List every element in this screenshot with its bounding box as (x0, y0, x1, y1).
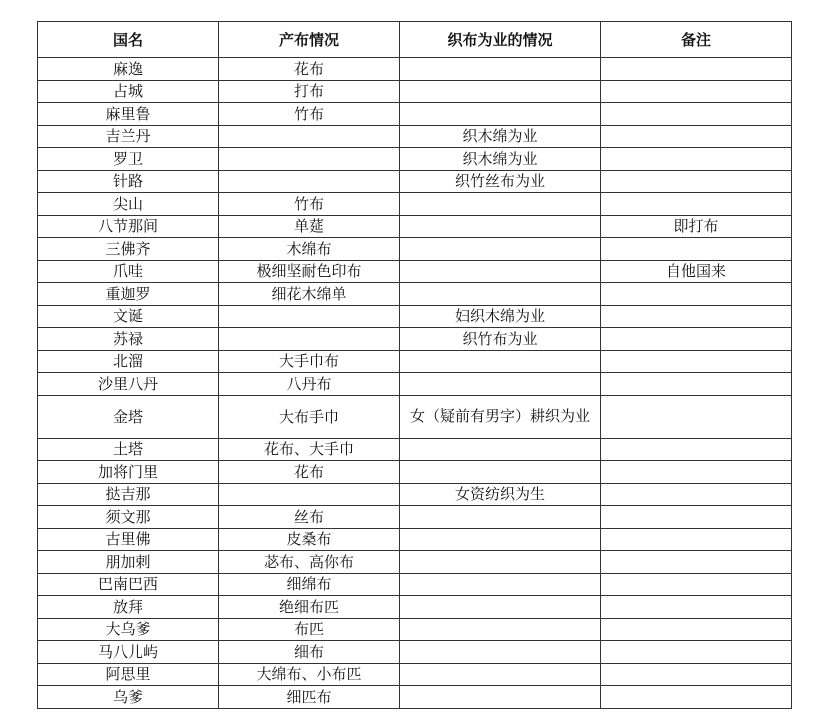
cell-cloth-production: 花布 (219, 58, 400, 81)
cell-country: 马八儿屿 (38, 641, 219, 664)
cell-weaving-occupation (400, 373, 601, 396)
cell-weaving-occupation: 女资纺织为生 (400, 483, 601, 506)
header-country: 国名 (38, 22, 219, 58)
cell-cloth-production: 竹布 (219, 193, 400, 216)
cell-weaving-occupation (400, 438, 601, 461)
cell-weaving-occupation (400, 103, 601, 126)
cell-weaving-occupation (400, 350, 601, 373)
cell-weaving-occupation: 织竹布为业 (400, 328, 601, 351)
cell-country: 吉兰丹 (38, 125, 219, 148)
cell-country: 巴南巴西 (38, 573, 219, 596)
cell-cloth-production: 打布 (219, 80, 400, 103)
cell-weaving-occupation (400, 461, 601, 484)
cell-remarks (601, 506, 792, 529)
cell-country: 八节那间 (38, 215, 219, 238)
cell-weaving-occupation (400, 215, 601, 238)
cell-country: 重迦罗 (38, 283, 219, 306)
cell-weaving-occupation (400, 596, 601, 619)
cell-country: 三佛齐 (38, 238, 219, 261)
cell-country: 阿思里 (38, 663, 219, 686)
table-row (38, 148, 792, 171)
cell-remarks (601, 573, 792, 596)
cell-country: 朋加剌 (38, 551, 219, 574)
cell-country: 金塔 (38, 395, 219, 438)
cell-remarks (601, 618, 792, 641)
cell-remarks (601, 641, 792, 664)
cell-remarks (601, 170, 792, 193)
cell-weaving-occupation (400, 506, 601, 529)
table-row (38, 80, 792, 103)
cell-remarks: 自他国来 (601, 260, 792, 283)
table-row (38, 125, 792, 148)
cell-country: 麻逸 (38, 58, 219, 81)
cell-cloth-production: 竹布 (219, 103, 400, 126)
table-row (38, 506, 792, 529)
cell-weaving-occupation (400, 58, 601, 81)
table-row (38, 573, 792, 596)
cell-remarks (601, 663, 792, 686)
cell-weaving-occupation (400, 641, 601, 664)
cell-cloth-production: 单莚 (219, 215, 400, 238)
cell-weaving-occupation (400, 618, 601, 641)
cell-weaving-occupation (400, 193, 601, 216)
cell-weaving-occupation (400, 260, 601, 283)
cell-cloth-production: 细绵布 (219, 573, 400, 596)
cell-weaving-occupation (400, 686, 601, 709)
table-row (38, 350, 792, 373)
cell-cloth-production (219, 305, 400, 328)
table-header-row (38, 22, 792, 58)
cell-cloth-production: 细花木绵单 (219, 283, 400, 306)
table-row (38, 170, 792, 193)
table-row (38, 438, 792, 461)
cell-remarks (601, 193, 792, 216)
cell-country: 爪哇 (38, 260, 219, 283)
cell-cloth-production: 细匹布 (219, 686, 400, 709)
cell-remarks (601, 483, 792, 506)
table-row (38, 528, 792, 551)
table-row (38, 373, 792, 396)
cell-cloth-production: 极细坚耐色印布 (219, 260, 400, 283)
cell-weaving-occupation: 织竹丝布为业 (400, 170, 601, 193)
cell-cloth-production: 布匹 (219, 618, 400, 641)
table-row (38, 618, 792, 641)
cell-country: 须文那 (38, 506, 219, 529)
cell-remarks (601, 328, 792, 351)
cell-weaving-occupation: 女（疑前有男字）耕织为业 (400, 395, 601, 438)
cell-remarks (601, 125, 792, 148)
cell-country: 针路 (38, 170, 219, 193)
cell-country: 文诞 (38, 305, 219, 328)
cell-country: 乌爹 (38, 686, 219, 709)
cell-weaving-occupation (400, 663, 601, 686)
cell-country: 占城 (38, 80, 219, 103)
cloth-production-table (37, 21, 792, 709)
table-row (38, 58, 792, 81)
cell-remarks (601, 373, 792, 396)
cell-country: 罗卫 (38, 148, 219, 171)
cell-cloth-production: 丝布 (219, 506, 400, 529)
cell-country: 加将门里 (38, 461, 219, 484)
cell-cloth-production: 木绵布 (219, 238, 400, 261)
table-row (38, 551, 792, 574)
cell-country: 挞吉那 (38, 483, 219, 506)
table-row (38, 686, 792, 709)
table-row (38, 596, 792, 619)
table-row (38, 193, 792, 216)
cell-country: 大乌爹 (38, 618, 219, 641)
cell-cloth-production (219, 170, 400, 193)
table-row (38, 461, 792, 484)
cell-cloth-production: 八丹布 (219, 373, 400, 396)
cell-weaving-occupation (400, 573, 601, 596)
cell-cloth-production: 大布手巾 (219, 395, 400, 438)
header-cloth-production: 产布情况 (219, 22, 400, 58)
cell-cloth-production: 细布 (219, 641, 400, 664)
cell-country: 沙里八丹 (38, 373, 219, 396)
cell-weaving-occupation (400, 238, 601, 261)
table-row (38, 328, 792, 351)
cell-weaving-occupation: 织木绵为业 (400, 125, 601, 148)
cell-cloth-production (219, 483, 400, 506)
cell-cloth-production: 大绵布、小布匹 (219, 663, 400, 686)
cell-country: 放拜 (38, 596, 219, 619)
table-row (38, 103, 792, 126)
cell-cloth-production (219, 148, 400, 171)
cell-remarks (601, 395, 792, 438)
cell-remarks (601, 528, 792, 551)
cell-country: 古里佛 (38, 528, 219, 551)
table-row (38, 260, 792, 283)
cell-cloth-production: 花布 (219, 461, 400, 484)
table-row (38, 395, 792, 438)
header-weaving-occupation: 织布为业的情况 (400, 22, 601, 58)
cell-country: 麻里鲁 (38, 103, 219, 126)
cell-weaving-occupation: 织木绵为业 (400, 148, 601, 171)
table-row (38, 215, 792, 238)
cell-country: 尖山 (38, 193, 219, 216)
cell-remarks (601, 148, 792, 171)
table-row (38, 641, 792, 664)
cell-country: 北溜 (38, 350, 219, 373)
cell-cloth-production: 绝细布匹 (219, 596, 400, 619)
cell-remarks (601, 461, 792, 484)
cell-cloth-production (219, 328, 400, 351)
cell-remarks (601, 596, 792, 619)
table-row (38, 283, 792, 306)
cell-remarks (601, 103, 792, 126)
cell-weaving-occupation (400, 528, 601, 551)
cell-remarks (601, 350, 792, 373)
cell-cloth-production: 花布、大手巾 (219, 438, 400, 461)
cell-cloth-production: 皮桑布 (219, 528, 400, 551)
cell-weaving-occupation (400, 283, 601, 306)
cell-weaving-occupation (400, 551, 601, 574)
cell-remarks (601, 551, 792, 574)
cell-remarks (601, 283, 792, 306)
cell-cloth-production: 大手巾布 (219, 350, 400, 373)
cell-remarks (601, 58, 792, 81)
table-row (38, 238, 792, 261)
cell-remarks (601, 238, 792, 261)
cell-weaving-occupation: 妇织木绵为业 (400, 305, 601, 328)
cell-cloth-production (219, 125, 400, 148)
table-row (38, 483, 792, 506)
cell-remarks (601, 438, 792, 461)
cell-remarks (601, 305, 792, 328)
cell-country: 苏禄 (38, 328, 219, 351)
table-row (38, 663, 792, 686)
table-row (38, 305, 792, 328)
cell-country: 土塔 (38, 438, 219, 461)
header-remarks: 备注 (601, 22, 792, 58)
table-body (38, 58, 792, 709)
cell-remarks (601, 686, 792, 709)
cell-remarks (601, 80, 792, 103)
cell-remarks: 即打布 (601, 215, 792, 238)
cell-cloth-production: 苾布、高你布 (219, 551, 400, 574)
cell-weaving-occupation (400, 80, 601, 103)
